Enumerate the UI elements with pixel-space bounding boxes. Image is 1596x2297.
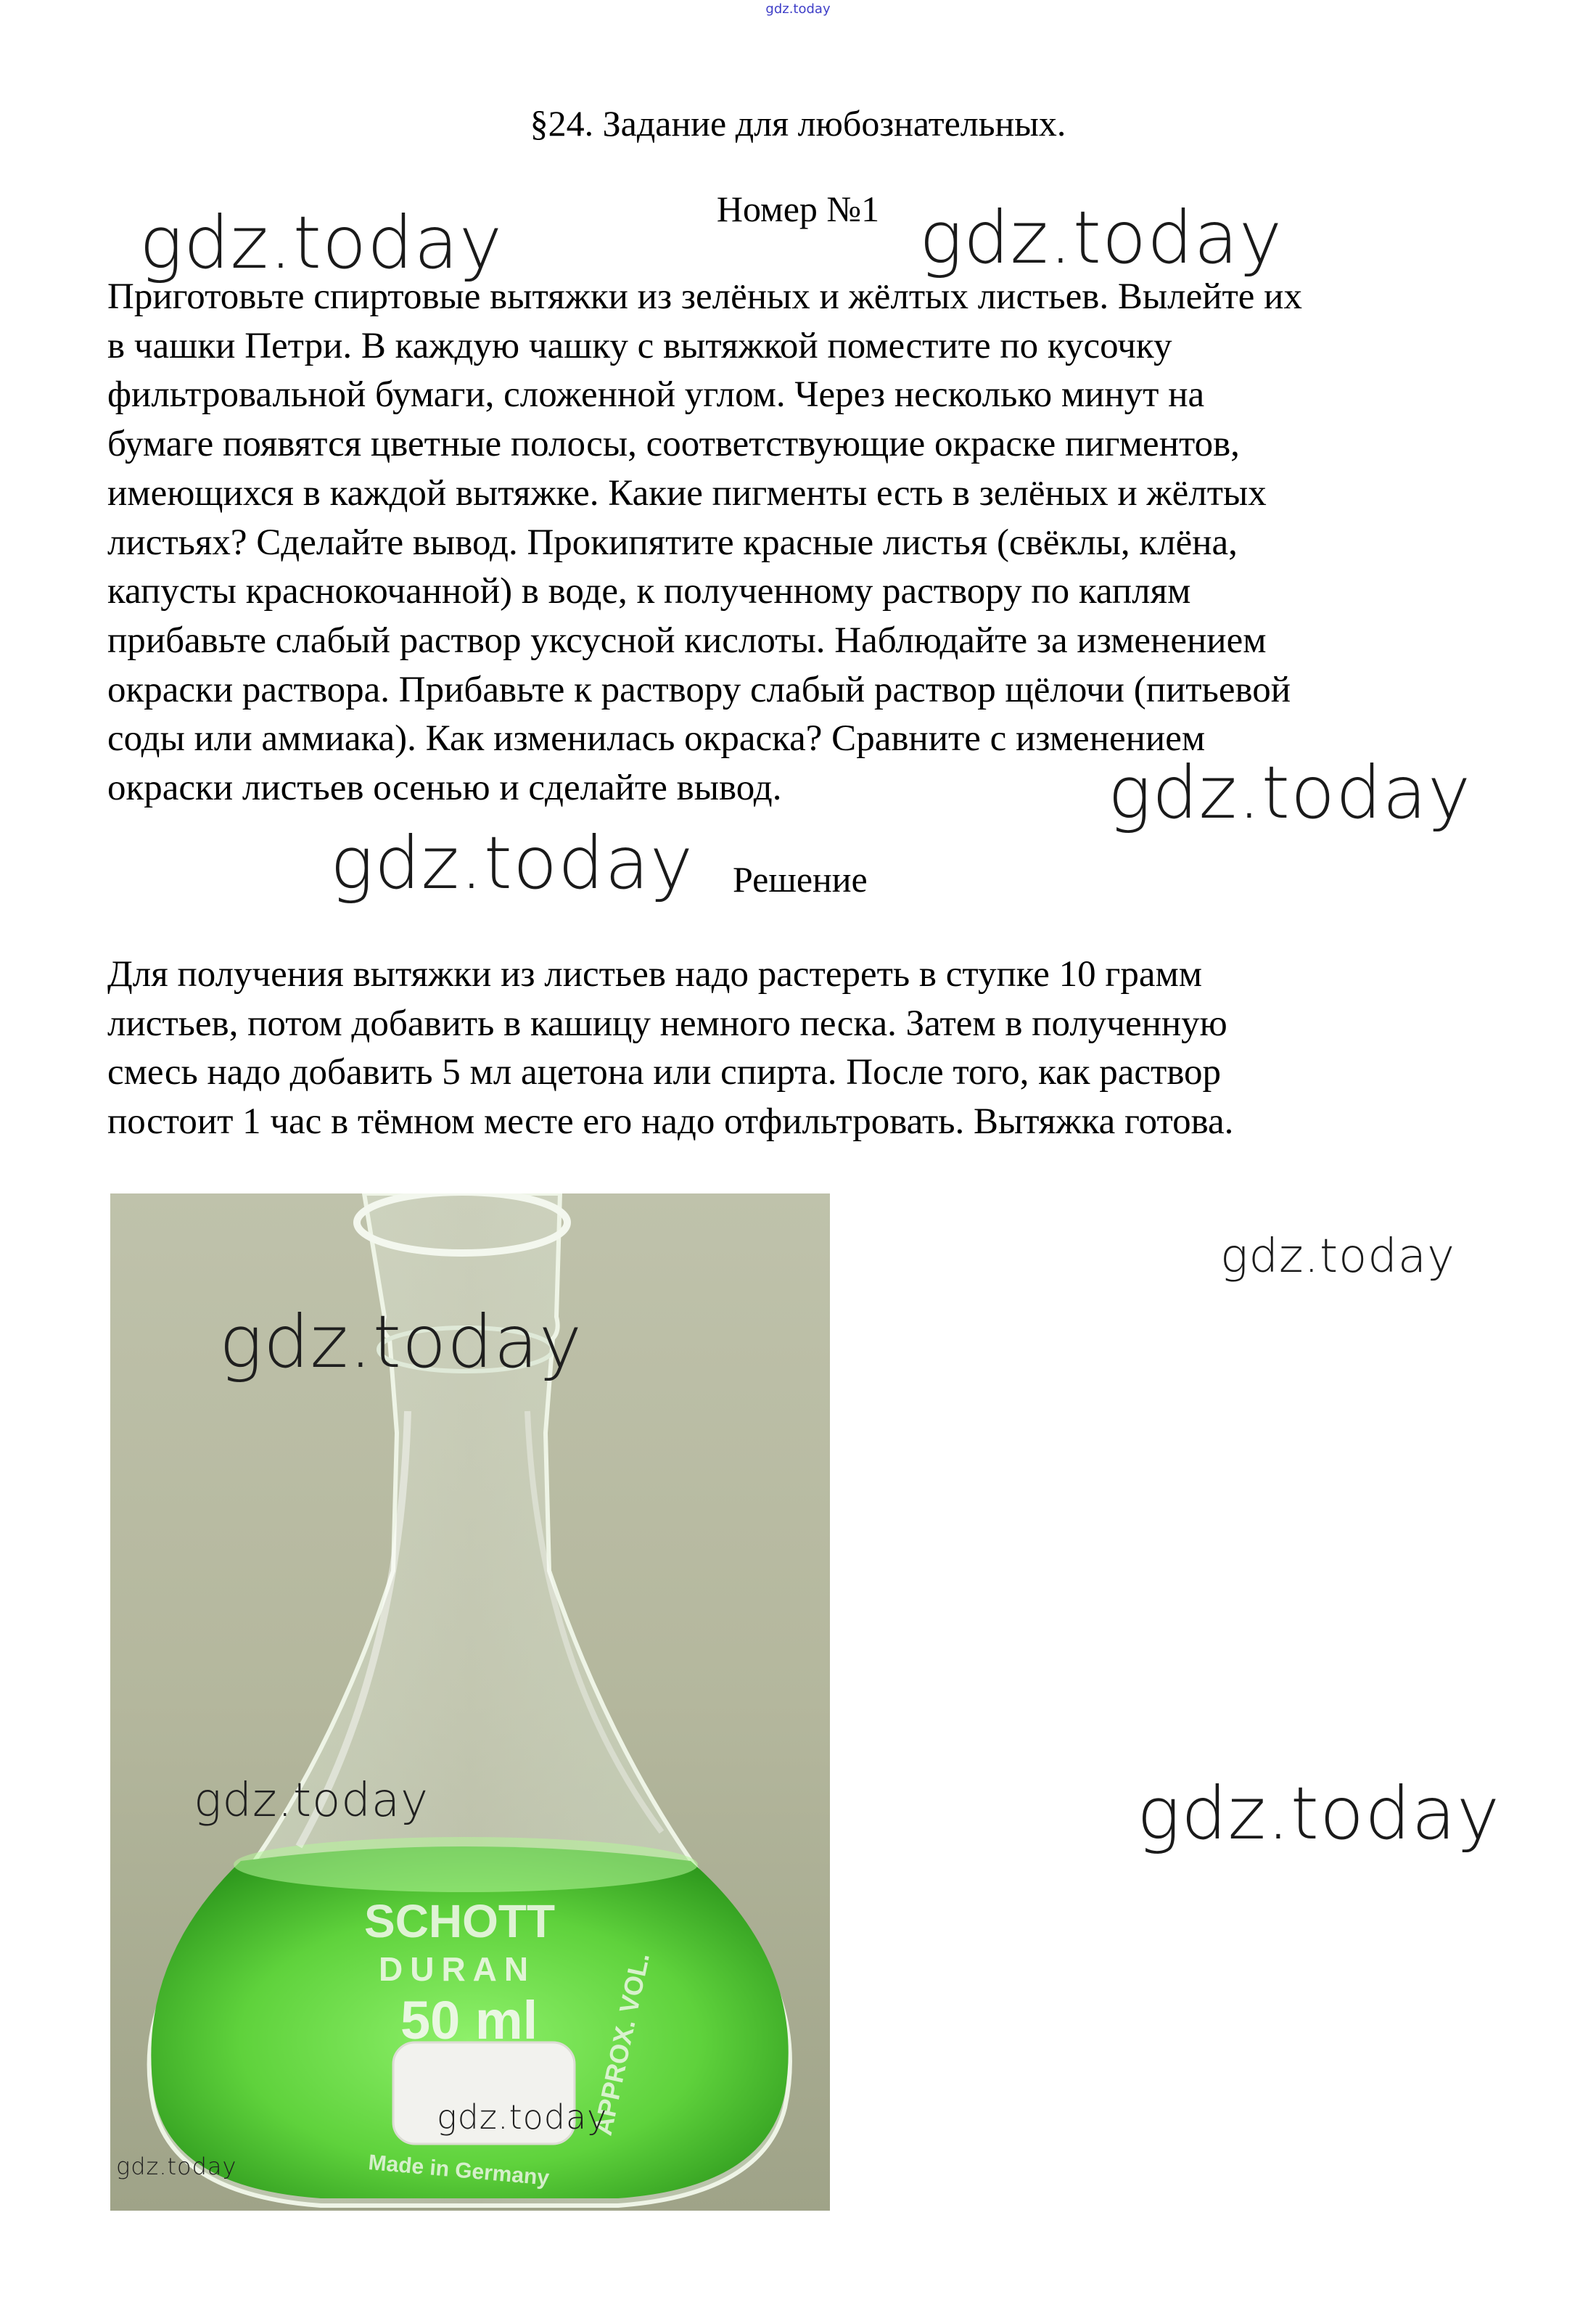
flask-line: DURAN	[379, 1950, 536, 1988]
watermark-photo-mid: gdz.today	[194, 1774, 429, 1828]
solution-text: Для получения вытяжки из листьев надо растереть в ступке 10 грамм листьев, потом добавить в кашицу немного песка. Затем в полученную смесь надо добавить 5 мл ацетона или спирта. После того, как раствор постоит 1 час в тёмном месте его надо отфильтровать. Вытяжка готова.	[107, 954, 1234, 1143]
solution-title: Решение	[733, 859, 868, 900]
site-mark: gdz.today	[765, 1, 831, 17]
task-text: Приготовьте спиртовые вытяжки из зелёных и жёлтых листьев. Вылейте их в чашки Петри. В каждую чашку с вытяжкой поместите по кусочку фильтровальной бумаги, сложенной углом. Через несколько минут на бумаге появятся цветные полосы, соответствующие окраске пигментов, имеющихся в каждой вытяжке. Какие пигменты есть в зелёных и жёлтых листьях? Сделайте вывод. Прокипятите красные листья (свёклы, клёна, капусты краснокочанной) в воде, к полученному раствору по каплям прибавьте слабый раствор уксусной кислоты. Наблюдайте за изменением окраски раствора. Прибавьте к раствору слабый раствор щёлочи (питьевой соды или аммиака). Как изменилась окраска? Сравните с изменением окраски листьев осенью и сделайте вывод.	[107, 276, 1302, 809]
watermark-1: gdz.today	[139, 200, 503, 285]
flask-photo	[110, 1193, 830, 2211]
watermark-3: gdz.today	[1108, 750, 1472, 835]
watermark-5: gdz.today	[1220, 1230, 1455, 1283]
section-title: §24. Задание для любознательных.	[530, 103, 1066, 144]
flask-volume: 50 ml	[400, 1990, 538, 2050]
watermark-photo-corner: gdz.today	[116, 2153, 237, 2180]
flask-brand: SCHOTT	[364, 1895, 556, 1947]
flask-made-in: Made in Germany	[367, 2150, 551, 2190]
watermark-6: gdz.today	[1137, 1771, 1501, 1856]
watermark-4: gdz.today	[330, 821, 694, 905]
watermark-2: gdz.today	[919, 195, 1283, 280]
watermark-photo-top: gdz.today	[219, 1299, 583, 1384]
task-number: Номер №1	[716, 189, 880, 229]
flask-approx: APPROX. VOL.	[587, 1949, 656, 2138]
watermark-photo-label: gdz.today	[437, 2097, 608, 2137]
